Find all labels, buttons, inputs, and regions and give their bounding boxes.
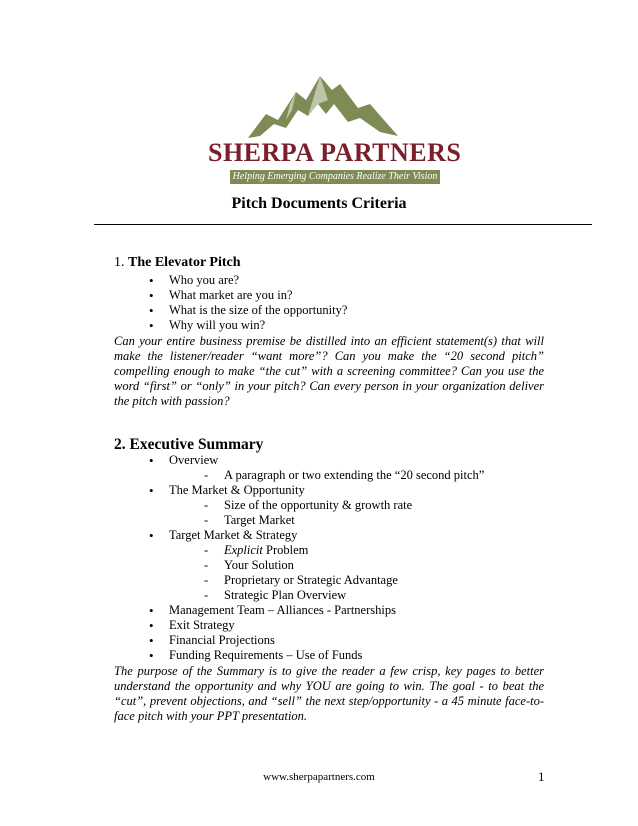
list-item: • Why will you win?: [114, 318, 544, 333]
document-body: [114, 255, 544, 724]
section-executive-summary-heading: 2. Executive Summary: [114, 436, 264, 453]
executive-summary-paragraph: The purpose of the Summary is to give the reader a few crisp, key pages to better understand the opportunity and why YOU are going to win. The goal - to beat the “cut”, prevent objections, and “sell” the next step/opportunity - a 45 minute face-to-face pitch with your PPT presentation.: [114, 664, 544, 723]
sub-list: [169, 543, 544, 603]
list-item: • What is the size of the opportunity?: [114, 303, 544, 318]
section-elevator-pitch-heading: [114, 255, 544, 270]
sub-list-item: - Your Solution: [169, 558, 544, 573]
sub-list: [169, 468, 544, 483]
emphasis-text: Explicit: [224, 543, 263, 557]
list-item: • Who you are?: [114, 273, 544, 288]
sub-list-item: - A paragraph or two extending the “20 second pitch”: [169, 468, 544, 483]
title-divider: [94, 224, 592, 225]
list-item: • Management Team – Alliances - Partnerships: [114, 603, 544, 618]
sub-list-item: - Strategic Plan Overview: [169, 588, 544, 603]
executive-summary-list: [114, 453, 544, 663]
footer-url: www.sherpapartners.com: [263, 771, 375, 783]
sub-list-item-text: Problem: [262, 543, 309, 557]
list-item-label: Target Market & Strategy: [169, 528, 298, 542]
elevator-pitch-list: [114, 273, 544, 333]
brand-name: SHERPA PARTNERS: [208, 138, 462, 167]
elevator-pitch-paragraph: Can your entire business premise be distilled into an efficient statement(s) that will make the listener/reader “want more”? Can you make the “20 second pitch” compelling enough to make “the cut” with a screening committee? Can you use the word “first” or “only” in your pitch? Can every person in your organization deliver the pitch with passion?: [114, 334, 544, 408]
section-number: 1.: [114, 255, 125, 270]
sub-list-item: - Target Market: [169, 513, 544, 528]
section-title: The Elevator Pitch: [128, 255, 241, 270]
page-number: 1: [538, 769, 545, 784]
mountain-icon: [248, 70, 398, 140]
list-item: [114, 528, 544, 603]
list-item: • Funding Requirements – Use of Funds: [114, 648, 544, 663]
list-item: • Exit Strategy: [114, 618, 544, 633]
list-item: • What market are you in?: [114, 288, 544, 303]
sub-list-item: [169, 543, 544, 558]
list-item-label: The Market & Opportunity: [169, 483, 305, 497]
sub-list-item: - Proprietary or Strategic Advantage: [169, 573, 544, 588]
brand-tagline: Helping Emerging Companies Realize Their Vision: [230, 170, 440, 184]
document-title: Pitch Documents Criteria: [231, 195, 407, 212]
sub-list-item: - Size of the opportunity & growth rate: [169, 498, 544, 513]
company-logo: [208, 70, 462, 185]
list-item: • Financial Projections: [114, 633, 544, 648]
list-item: [114, 453, 544, 483]
list-item: [114, 483, 544, 528]
sub-list: [169, 498, 544, 528]
list-item-label: Overview: [169, 453, 219, 467]
